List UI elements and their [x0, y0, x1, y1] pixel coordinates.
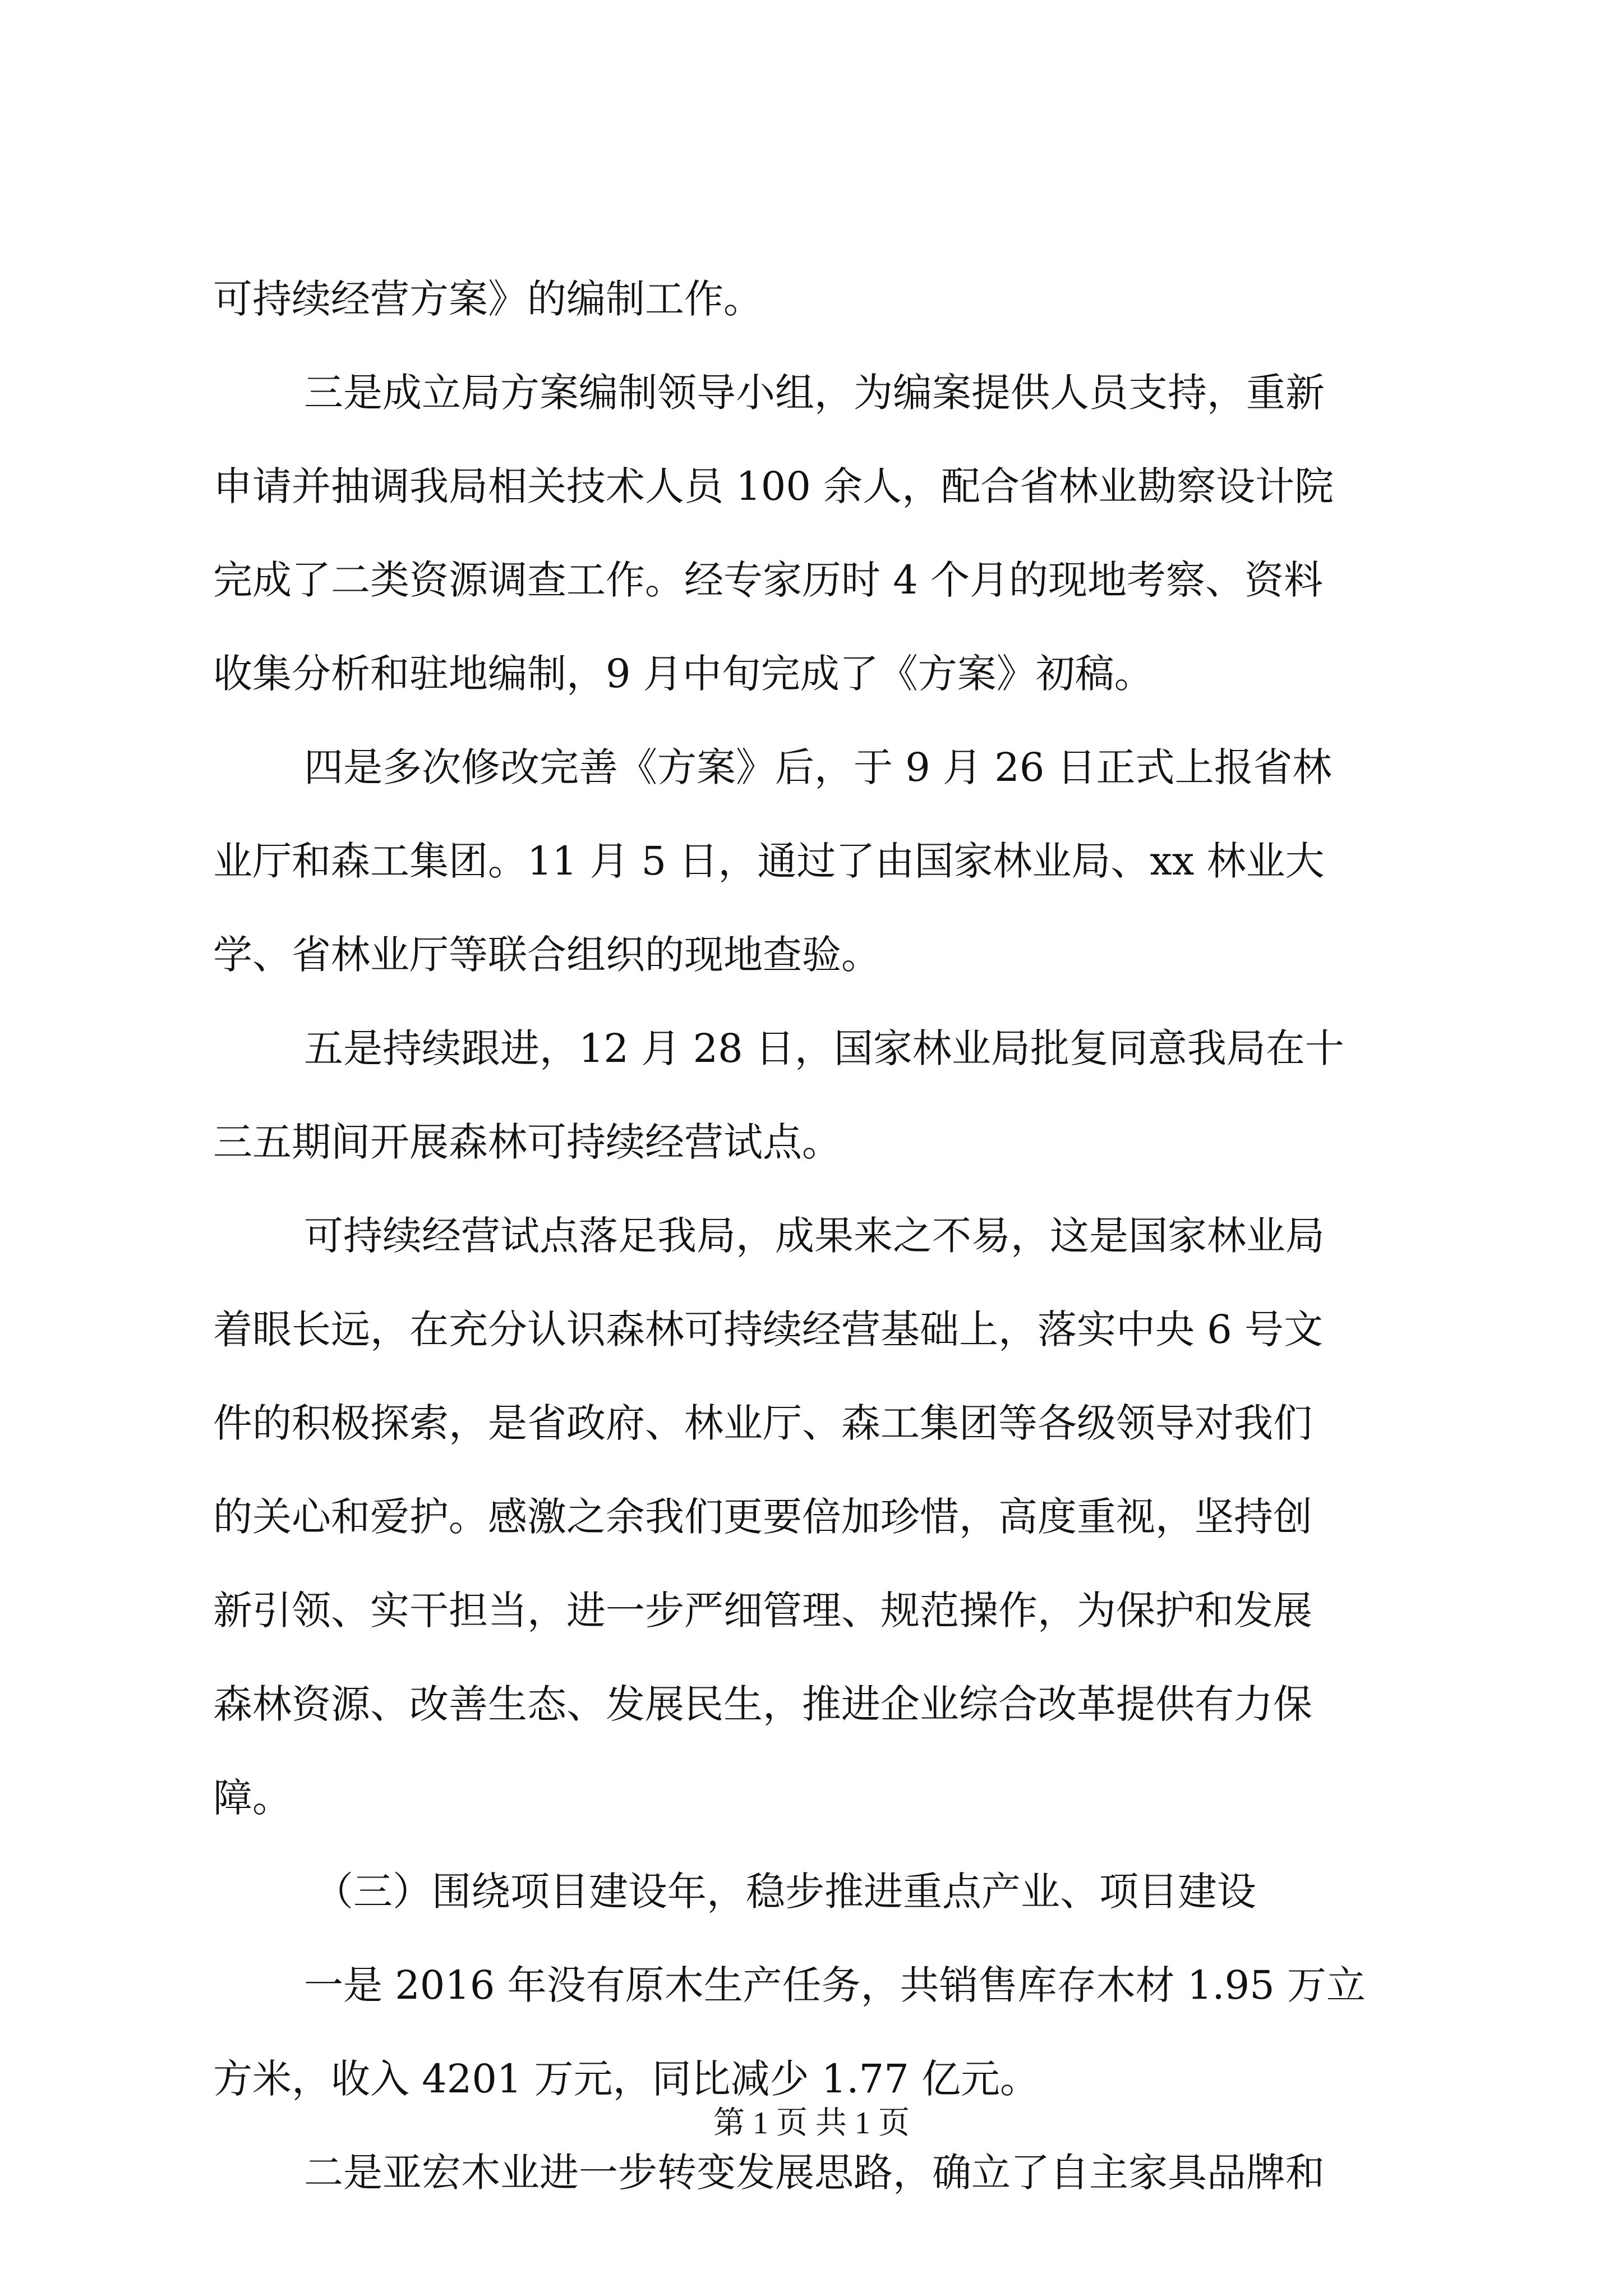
text-line: 二是亚宏木业进一步转变发展思路，确立了自主家具品牌和 — [304, 2150, 1325, 2196]
text-line: 可持续经营方案》的编制工作。 — [213, 276, 763, 322]
text-line: 学、省林业厅等联合组织的现地查验。 — [213, 932, 880, 978]
document-body — [213, 252, 1413, 2220]
text-line: 可持续经营试点落足我局，成果来之不易，这是国家林业局 — [304, 1213, 1325, 1259]
text-line: 方米，收入 4201 万元，同比减少 1.77 亿元。 — [213, 2056, 1040, 2102]
text-line: 障。 — [213, 1775, 292, 1821]
text-line: 三是成立局方案编制领导小组，为编案提供人员支持，重新 — [304, 370, 1325, 416]
text-line: 一是 2016 年没有原木生产任务，共销售库存木材 1.95 万立 — [304, 1962, 1366, 2008]
text-line: 四是多次修改完善《方案》后，于 9 月 26 日正式上报省林 — [304, 744, 1332, 790]
section-heading: （三）围绕项目建设年，稳步推进重点产业、项目建设 — [314, 1869, 1256, 1915]
text-line: 完成了二类资源调查工作。经专家历时 4 个月的现地考察、资料 — [213, 557, 1324, 603]
text-line: 收集分析和驻地编制，9 月中旬完成了《方案》初稿。 — [213, 651, 1154, 697]
text-line: 的关心和爱护。感激之余我们更要倍加珍惜，高度重视，坚持创 — [213, 1494, 1312, 1540]
page-footer: 第 1 页 共 1 页 — [713, 2106, 910, 2141]
text-line: 着眼长远，在充分认识森林可持续经营基础上，落实中央 6 号文 — [213, 1306, 1324, 1352]
text-line: 森林资源、改善生态、发展民生，推进企业综合改革提供有力保 — [213, 1681, 1312, 1727]
text-line: 业厅和森工集团。11 月 5 日，通过了由国家林业局、xx 林业大 — [213, 838, 1325, 884]
text-line: 申请并抽调我局相关技术人员 100 余人，配合省林业勘察设计院 — [213, 463, 1334, 509]
text-line: 三五期间开展森林可持续经营试点。 — [213, 1119, 841, 1165]
text-line: 五是持续跟进，12 月 28 日，国家林业局批复同意我局在十 — [304, 1025, 1344, 1071]
text-line: 新引领、实干担当，进一步严细管理、规范操作，为保护和发展 — [213, 1588, 1312, 1634]
text-line: 件的积极探索，是省政府、林业厅、森工集团等各级领导对我们 — [213, 1400, 1312, 1446]
